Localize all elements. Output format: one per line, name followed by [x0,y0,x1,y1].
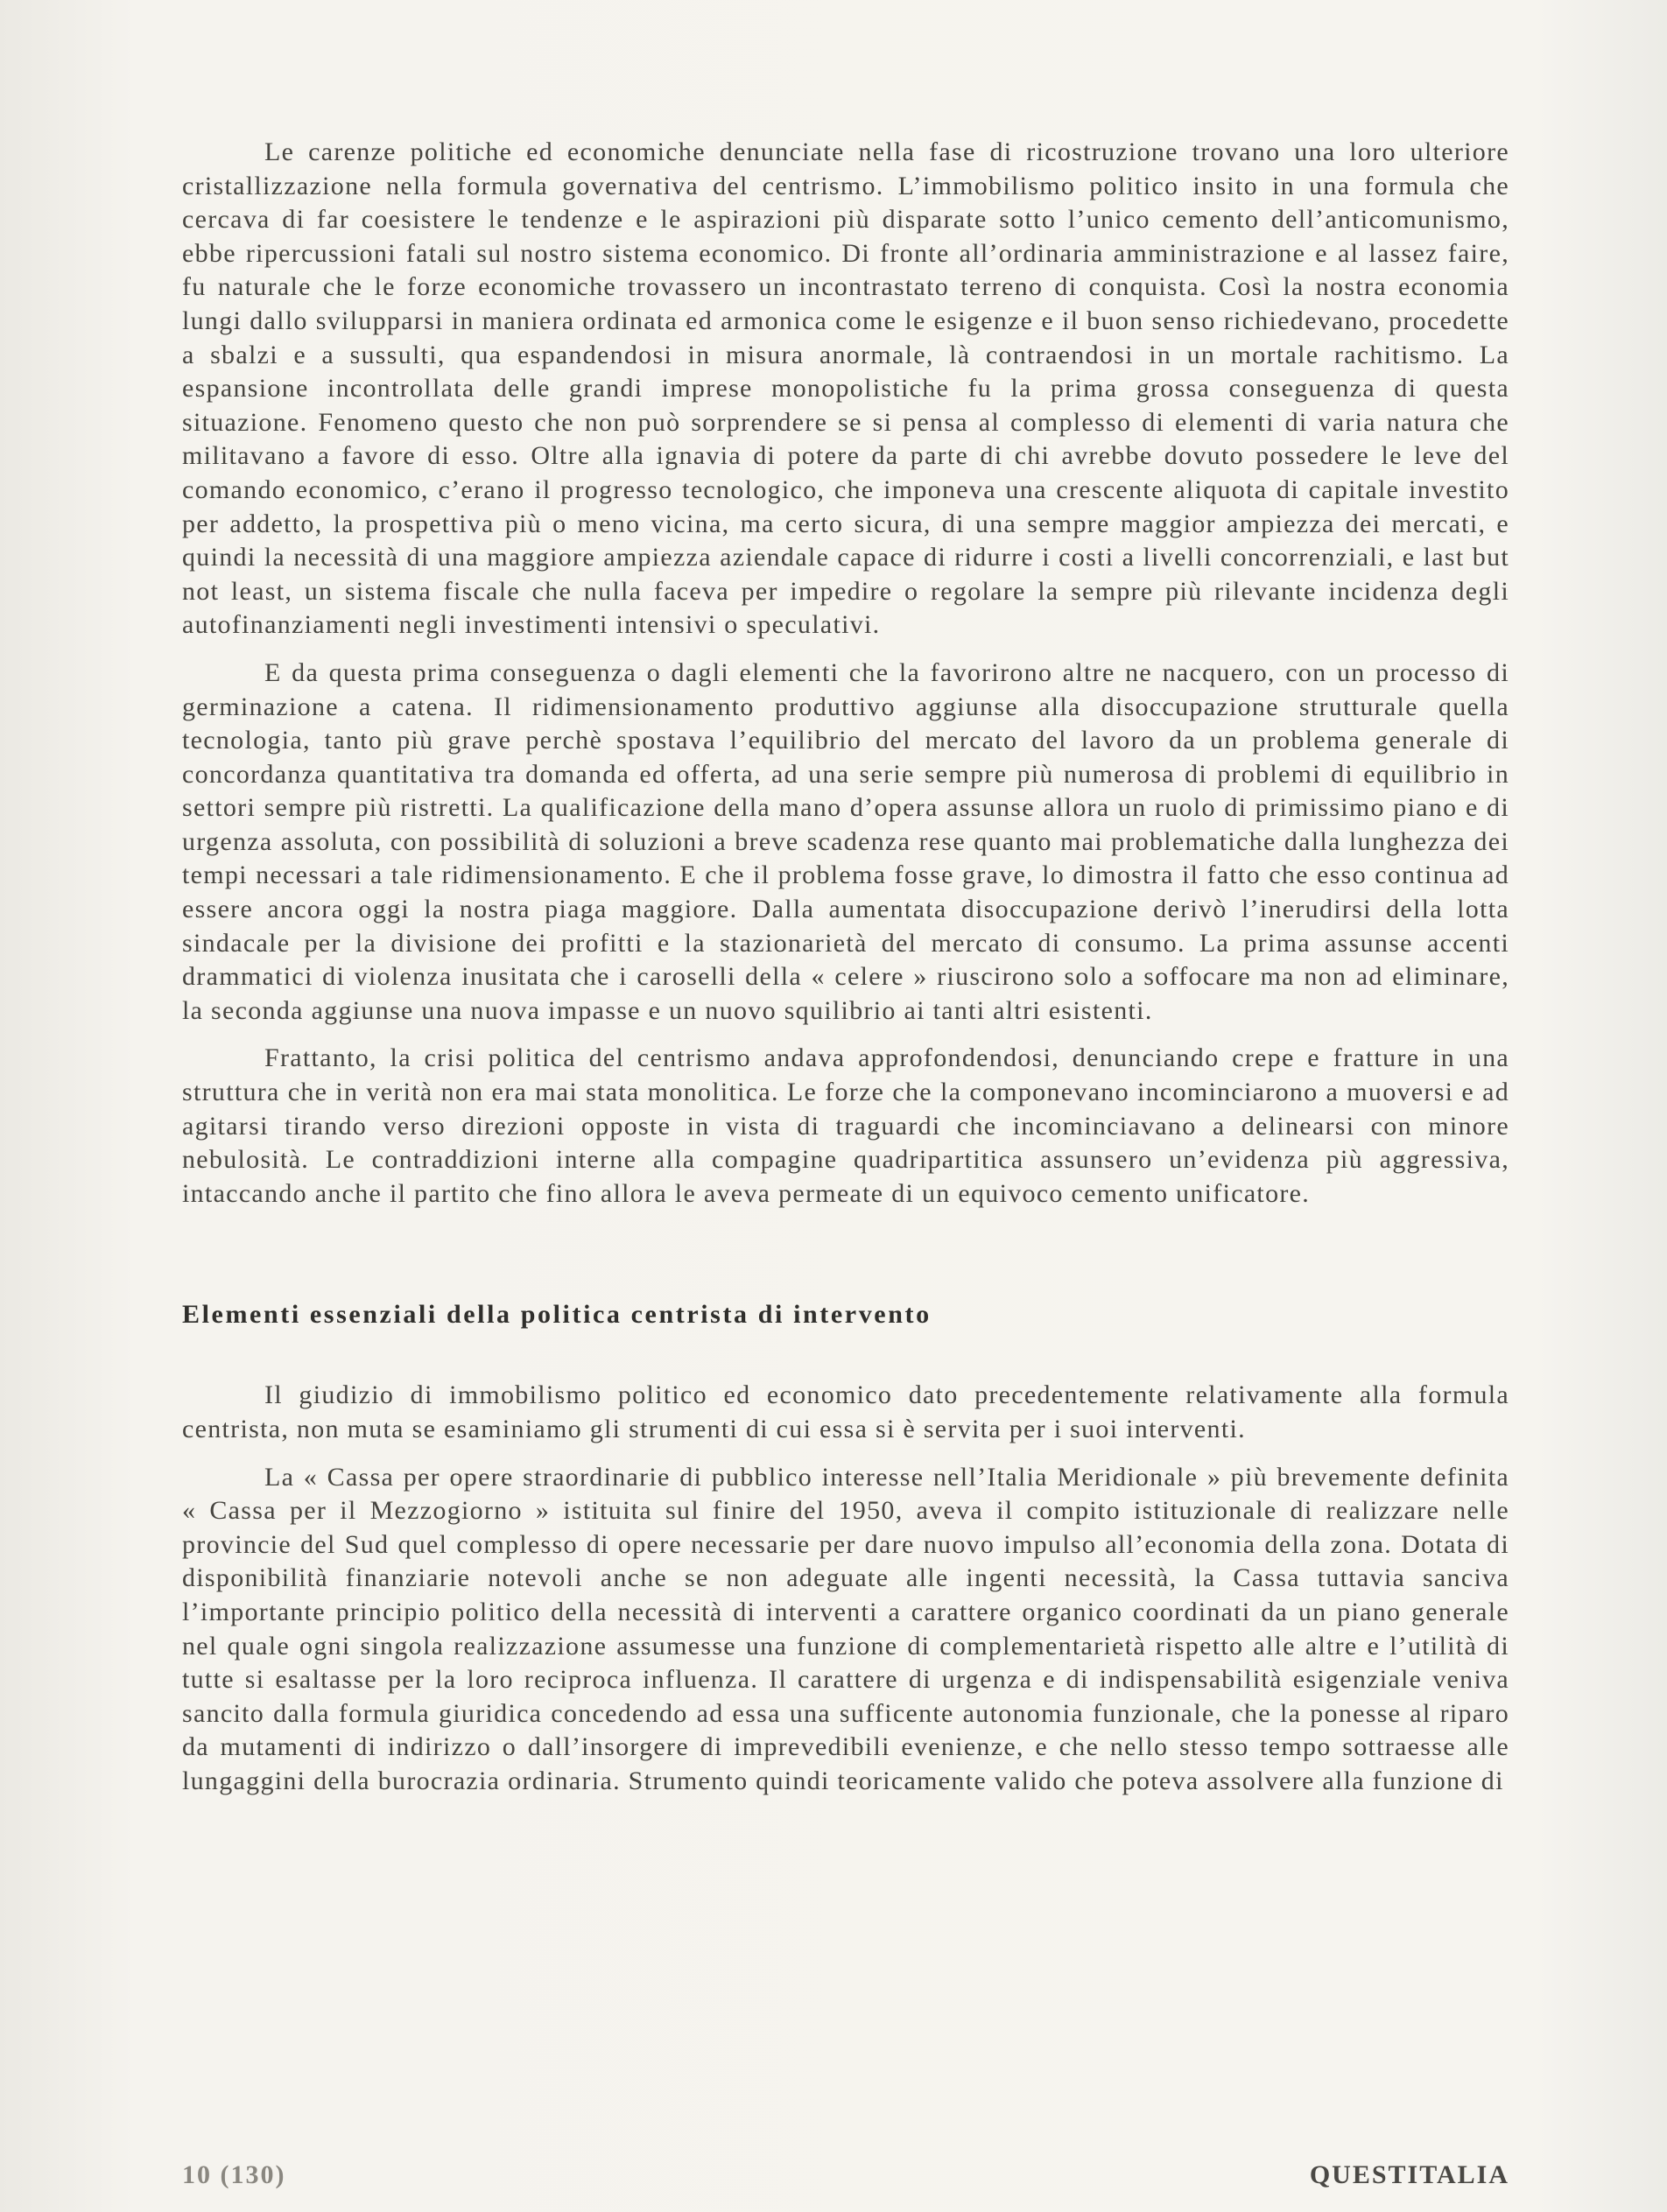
body-paragraph-2: E da questa prima conseguenza o dagli elementi che la favorirono altre ne nacquero, con un processo di germinazione a catena. Il ridimensionamento produttivo aggiunse alla disoccupazione strutturale quella tecnologia, tanto più grave perchè spostava l’equilibrio del mercato del lavoro da un problema generale di concordanza quantitativa tra domanda ed offerta, ad una serie sempre più numerosa di problemi di equilibrio in settori sempre più ristretti. La qualificazione della mano d’opera assunse allora un ruolo di primissimo piano e di urgenza assoluta, con possibilità di soluzioni a breve scadenza rese quanto mai problematiche dalla lunghezza dei tempi necessari a tale ridimensionamento. E che il problema fosse grave, lo dimostra il fatto che esso continua ad essere ancora oggi la nostra piaga maggiore. Dalla aumentata disoccupazione derivò l’inerudirsi della lotta sindacale per la divisione dei profitti e la stazionarietà del mercato di consumo. La prima assunse accenti drammatici di violenza inusitata che i caroselli della « celere » riuscirono solo a soffocare ma non ad eliminare, la seconda aggiunse una nuova impasse e un nuovo squilibrio ai tanti altri esistenti. [182,657,1509,1025]
section-heading: Elementi essenziali della politica centrista di intervento [182,1300,932,1330]
article-body [182,136,1509,1799]
page-number: 10 (130) [182,2160,286,2189]
body-paragraph-1: Le carenze politiche ed economiche denunciate nella fase di ricostruzione trovano una loro ulteriore cristallizzazione nella formula governativa del centrismo. L’immobilismo politico insito in una formula che cercava di far coesistere le tendenze e le aspirazioni più disparate sotto l’unico cemento dell’anticomunismo, ebbe ripercussioni fatali sul nostro sistema economico. Di fronte all’ordinaria amministrazione e al lassez faire, fu naturale che le forze economiche trovassero un incontrastato terreno di conquista. Così la nostra economia lungi dallo svilupparsi in maniera ordinata ed armonica come le esigenze e il buon senso richiedevano, procedette a sbalzi e a sussulti, qua espandendosi in misura anormale, là contraendosi in un mortale rachitismo. La espansione incontrollata delle grandi imprese monopolistiche fu la prima grossa conseguenza di questa situazione. Fenomeno questo che non può sorprendere se si pensa al complesso di elementi di varia natura che militavano a favore di esso. Oltre alla ignavia di potere da parte di chi avrebbe dovuto possedere le leve del comando economico, c’erano il progresso tecnologico, che imponeva una crescente aliquota di capitale investito per addetto, la prospettiva più o meno vicina, ma certo sicura, di una sempre maggior ampiezza dei mercati, e quindi la necessità di una maggiore ampiezza aziendale capace di ridurre i costi a livelli concorrenziali, e last but not least, un sistema fiscale che nulla faceva per impedire o regolare la sempre più rilevante incidenza degli autofinanziamenti negli investimenti intensivi o speculativi. [182,137,1509,640]
section-paragraph-2: La « Cassa per opere straordinarie di pubblico interesse nell’Italia Meridionale » più brevemente definita « Cassa per il Mezzogiorno » istituita sul finire del 1950, aveva il compito istituzionale di realizzare nelle provincie del Sud quel complesso di opere necessarie per dare nuovo impulso all’economia della zona. Dotata di disponibilità finanziarie notevoli anche se non adeguate alle ingenti necessità, la Cassa tuttavia sanciva l’importante principio politico della necessità di interventi a carattere organico coordinati da un piano generale nel quale ogni singola realizzazione assumesse una funzione di complementarietà rispetto alle altre e l’utilità di tutte si esaltasse per la loro reciproca influenza. Il carattere di urgenza e di indispensabilità esigenziale veniva sancito dalla formula giuridica concedendo ad essa una sufficente autonomia funzionale, che la ponesse al riparo da mutamenti di indirizzo o dall’insorgere di imprevedibili evenienze, e che nello stesso tempo sottraesse alle lungaggini della burocrazia ordinaria. Strumento quindi teoricamente valido che poteva assolvere alla funzione di [182,1462,1509,1795]
section-paragraph-1: Il giudizio di immobilismo politico ed economico dato precedentemente relativamente alla formula centrista, non muta se esaminiamo gli strumenti di cui essa si è servita per i suoi interventi. [182,1380,1509,1443]
body-paragraph-3: Frattanto, la crisi politica del centrismo andava approfondendosi, denunciando crepe e fratture in una struttura che in verità non era mai stata monolitica. Le forze che la componevano incominciarono a muoversi e ad agitarsi tirando verso direzioni opposte in vista di traguardi che incominciavano a delinearsi con minore nebulosità. Le contraddizioni interne alla compagine quadripartitica assunsero un’evidenza più aggressiva, intaccando anche il partito che fino allora le aveva permeate di un equivoco cemento unificatore. [182,1043,1509,1208]
journal-name: QUESTITALIA [1309,2160,1509,2189]
